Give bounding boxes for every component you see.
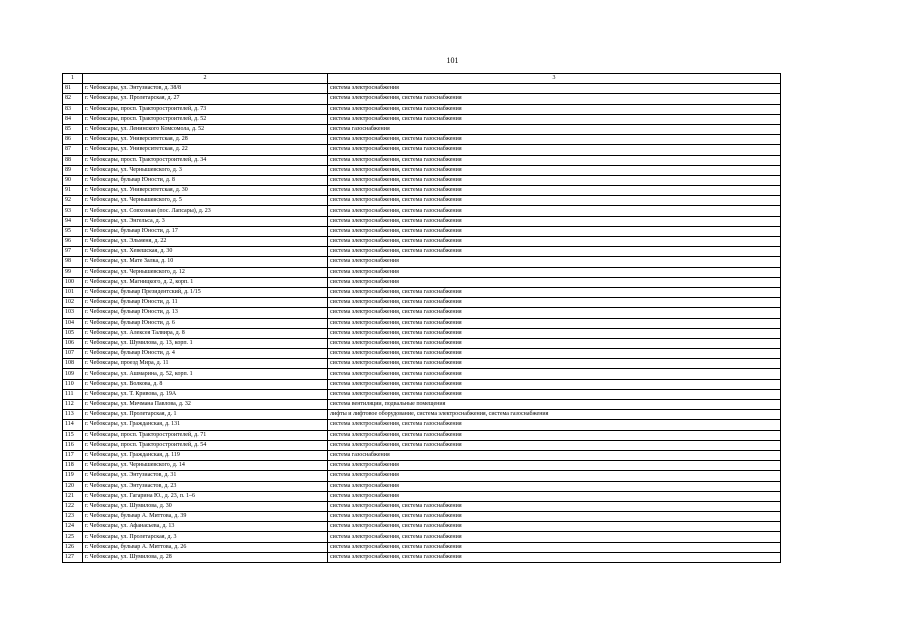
row-number: 118 xyxy=(63,461,83,471)
address-cell: г. Чебоксары, ул. Гагарина Ю., д. 23, п. 1–6 xyxy=(83,491,328,501)
row-number: 122 xyxy=(63,501,83,511)
row-number: 112 xyxy=(63,400,83,410)
address-cell: г. Чебоксары, бульвар Президентский, д. 1/15 xyxy=(83,287,328,297)
page-number: 101 xyxy=(446,56,459,65)
row-number: 120 xyxy=(63,481,83,491)
table-row xyxy=(63,104,781,114)
systems-cell: система электроснабжения, система газоснабжения xyxy=(328,338,781,348)
address-cell: г. Чебоксары, просп. Тракторостроителей, д. 52 xyxy=(83,114,328,124)
table-row xyxy=(63,450,781,460)
address-cell: г. Чебоксары, проезд Мира, д. 11 xyxy=(83,359,328,369)
row-number: 83 xyxy=(63,104,83,114)
address-cell: г. Чебоксары, ул. Магницкого, д. 2, корп. 1 xyxy=(83,277,328,287)
table-row xyxy=(63,135,781,145)
systems-cell: система газоснабжения xyxy=(328,450,781,460)
row-number: 117 xyxy=(63,450,83,460)
address-cell: г. Чебоксары, ул. Афанасьева, д. 13 xyxy=(83,522,328,532)
table-row xyxy=(63,400,781,410)
registry-table xyxy=(62,73,781,563)
table-row xyxy=(63,328,781,338)
table-row xyxy=(63,175,781,185)
systems-cell: система электроснабжения, система газоснабжения xyxy=(328,501,781,511)
row-number: 89 xyxy=(63,165,83,175)
table-row xyxy=(63,532,781,542)
address-cell: г. Чебоксары, бульвар Юности, д. 6 xyxy=(83,318,328,328)
systems-cell: система электроснабжения xyxy=(328,461,781,471)
row-number: 111 xyxy=(63,389,83,399)
address-cell: г. Чебоксары, ул. Пролетарская, д. 3 xyxy=(83,532,328,542)
row-number: 110 xyxy=(63,379,83,389)
systems-cell: система электроснабжения, система газоснабжения xyxy=(328,440,781,450)
table-row xyxy=(63,369,781,379)
table-row xyxy=(63,522,781,532)
systems-cell: система электроснабжения xyxy=(328,257,781,267)
address-cell: г. Чебоксары, ул. Университетская, д. 28 xyxy=(83,135,328,145)
systems-cell: система электроснабжения, система газоснабжения xyxy=(328,186,781,196)
table-row xyxy=(63,196,781,206)
systems-cell: система электроснабжения, система газоснабжения xyxy=(328,226,781,236)
address-cell: г. Чебоксары, просп. Тракторостроителей, д. 34 xyxy=(83,155,328,165)
table-row xyxy=(63,186,781,196)
systems-cell: система электроснабжения, система газоснабжения xyxy=(328,145,781,155)
column-header-3: 3 xyxy=(328,74,781,84)
column-header-1: 1 xyxy=(63,74,83,84)
table-row xyxy=(63,359,781,369)
address-cell: г. Чебоксары, бульвар А. Миттова, д. 39 xyxy=(83,512,328,522)
row-number: 127 xyxy=(63,552,83,562)
table-row xyxy=(63,216,781,226)
row-number: 121 xyxy=(63,491,83,501)
table-row xyxy=(63,94,781,104)
row-number: 82 xyxy=(63,94,83,104)
systems-cell: система электроснабжения, система газоснабжения xyxy=(328,114,781,124)
systems-cell: система электроснабжения, система газоснабжения xyxy=(328,308,781,318)
systems-cell: система электроснабжения xyxy=(328,491,781,501)
systems-cell: система электроснабжения xyxy=(328,267,781,277)
row-number: 114 xyxy=(63,420,83,430)
row-number: 94 xyxy=(63,216,83,226)
row-number: 101 xyxy=(63,287,83,297)
table-row xyxy=(63,481,781,491)
table-row xyxy=(63,471,781,481)
table-row xyxy=(63,379,781,389)
address-cell: г. Чебоксары, ул. Шумилова, д. 28 xyxy=(83,552,328,562)
row-number: 109 xyxy=(63,369,83,379)
table-row xyxy=(63,257,781,267)
systems-cell: система электроснабжения, система газоснабжения xyxy=(328,420,781,430)
systems-cell: система электроснабжения xyxy=(328,277,781,287)
row-number: 124 xyxy=(63,522,83,532)
address-cell: г. Чебоксары, ул. Мичмана Павлова, д. 32 xyxy=(83,400,328,410)
row-number: 90 xyxy=(63,175,83,185)
systems-cell: система электроснабжения, система газоснабжения xyxy=(328,522,781,532)
row-number: 98 xyxy=(63,257,83,267)
table-row xyxy=(63,461,781,471)
row-number: 116 xyxy=(63,440,83,450)
table-row xyxy=(63,501,781,511)
row-number: 85 xyxy=(63,124,83,134)
address-cell: г. Чебоксары, ул. Пролетарская, д. 1 xyxy=(83,410,328,420)
row-number: 103 xyxy=(63,308,83,318)
systems-cell: система электроснабжения, система газоснабжения xyxy=(328,94,781,104)
systems-cell: система электроснабжения, система газоснабжения xyxy=(328,287,781,297)
row-number: 99 xyxy=(63,267,83,277)
column-header-2: 2 xyxy=(83,74,328,84)
systems-cell: система электроснабжения, система газоснабжения xyxy=(328,155,781,165)
row-number: 96 xyxy=(63,237,83,247)
table-row xyxy=(63,410,781,420)
address-cell: г. Чебоксары, ул. Гражданская, д. 131 xyxy=(83,420,328,430)
row-number: 95 xyxy=(63,226,83,236)
address-cell: г. Чебоксары, ул. Мате Залка, д. 10 xyxy=(83,257,328,267)
table-row xyxy=(63,308,781,318)
table-row xyxy=(63,165,781,175)
row-number: 104 xyxy=(63,318,83,328)
address-cell: г. Чебоксары, просп. Тракторостроителей, д. 54 xyxy=(83,440,328,450)
table-row xyxy=(63,512,781,522)
address-cell: г. Чебоксары, ул. Шумилова, д. 30 xyxy=(83,501,328,511)
row-number: 86 xyxy=(63,135,83,145)
systems-cell: система электроснабжения, система газоснабжения xyxy=(328,349,781,359)
row-number: 100 xyxy=(63,277,83,287)
address-cell: г. Чебоксары, ул. Чернышевского, д. 12 xyxy=(83,267,328,277)
systems-cell: система электроснабжения xyxy=(328,481,781,491)
systems-cell: система электроснабжения, система газоснабжения xyxy=(328,359,781,369)
row-number: 106 xyxy=(63,338,83,348)
address-cell: г. Чебоксары, ул. Эльменя, д. 22 xyxy=(83,237,328,247)
address-cell: г. Чебоксары, ул. Гражданская, д. 119 xyxy=(83,450,328,460)
systems-cell: система электроснабжения, система газоснабжения xyxy=(328,135,781,145)
row-number: 102 xyxy=(63,298,83,308)
address-cell: г. Чебоксары, бульвар А. Миттова, д. 26 xyxy=(83,542,328,552)
address-cell: г. Чебоксары, ул. Шумилова, д. 13, корп. 1 xyxy=(83,338,328,348)
row-number: 93 xyxy=(63,206,83,216)
table-header-row xyxy=(63,74,781,84)
table-row xyxy=(63,206,781,216)
table-row xyxy=(63,124,781,134)
systems-cell: система электроснабжения, система газоснабжения xyxy=(328,206,781,216)
table-row xyxy=(63,440,781,450)
table-row xyxy=(63,338,781,348)
address-cell: г. Чебоксары, просп. Тракторостроителей, д. 71 xyxy=(83,430,328,440)
address-cell: г. Чебоксары, ул. Энтузиастов, д. 31 xyxy=(83,471,328,481)
row-number: 84 xyxy=(63,114,83,124)
systems-cell: система электроснабжения, система газоснабжения xyxy=(328,165,781,175)
systems-cell: система электроснабжения, система газоснабжения xyxy=(328,328,781,338)
systems-cell: система электроснабжения xyxy=(328,84,781,94)
table-row xyxy=(63,84,781,94)
table-row xyxy=(63,318,781,328)
row-number: 108 xyxy=(63,359,83,369)
systems-cell: система электроснабжения, система газоснабжения xyxy=(328,216,781,226)
systems-cell: система электроснабжения, система газоснабжения xyxy=(328,542,781,552)
systems-cell: система электроснабжения, система газоснабжения xyxy=(328,369,781,379)
address-cell: г. Чебоксары, ул. Чернышевского, д. 5 xyxy=(83,196,328,206)
systems-cell: система электроснабжения, система газоснабжения xyxy=(328,379,781,389)
table-row xyxy=(63,114,781,124)
address-cell: г. Чебоксары, ул. Совхозная (пос. Лапсары), д. 23 xyxy=(83,206,328,216)
table-row xyxy=(63,491,781,501)
row-number: 126 xyxy=(63,542,83,552)
address-cell: г. Чебоксары, ул. Ашмарина, д. 52, корп. 1 xyxy=(83,369,328,379)
row-number: 123 xyxy=(63,512,83,522)
address-cell: г. Чебоксары, ул. Алексея Талвира, д. 8 xyxy=(83,328,328,338)
row-number: 97 xyxy=(63,247,83,257)
row-number: 113 xyxy=(63,410,83,420)
systems-cell: система электроснабжения, система газоснабжения xyxy=(328,389,781,399)
systems-cell: система газоснабжения xyxy=(328,124,781,134)
address-cell: г. Чебоксары, ул. Университетская, д. 22 xyxy=(83,145,328,155)
address-cell: г. Чебоксары, просп. Тракторостроителей, д. 73 xyxy=(83,104,328,114)
systems-cell: лифты и лифтовое оборудование, система электроснабжения, система газоснабжения xyxy=(328,410,781,420)
address-cell: г. Чебоксары, ул. Волкова, д. 8 xyxy=(83,379,328,389)
systems-cell: система электроснабжения, система газоснабжения xyxy=(328,430,781,440)
row-number: 119 xyxy=(63,471,83,481)
table-row xyxy=(63,267,781,277)
address-cell: г. Чебоксары, ул. Т. Кривова, д. 19А xyxy=(83,389,328,399)
systems-cell: система электроснабжения, система газоснабжения xyxy=(328,298,781,308)
row-number: 115 xyxy=(63,430,83,440)
row-number: 81 xyxy=(63,84,83,94)
table-row xyxy=(63,542,781,552)
row-number: 92 xyxy=(63,196,83,206)
systems-cell: система электроснабжения, система газоснабжения xyxy=(328,175,781,185)
table-row xyxy=(63,155,781,165)
address-cell: г. Чебоксары, ул. Чернышевского, д. 3 xyxy=(83,165,328,175)
systems-cell: система электроснабжения, система газоснабжения xyxy=(328,512,781,522)
table-row xyxy=(63,237,781,247)
table-row xyxy=(63,430,781,440)
row-number: 88 xyxy=(63,155,83,165)
address-cell: г. Чебоксары, ул. Университетская, д. 30 xyxy=(83,186,328,196)
address-cell: г. Чебоксары, бульвар Юности, д. 4 xyxy=(83,349,328,359)
systems-cell: система электроснабжения, система газоснабжения xyxy=(328,104,781,114)
table-row xyxy=(63,287,781,297)
systems-cell: система электроснабжения, система газоснабжения xyxy=(328,532,781,542)
table-row xyxy=(63,247,781,257)
systems-cell: система электроснабжения, система газоснабжения xyxy=(328,237,781,247)
table-row xyxy=(63,277,781,287)
address-cell: г. Чебоксары, ул. Энгельса, д. 3 xyxy=(83,216,328,226)
address-cell: г. Чебоксары, ул. Энтузиастов, д. 23 xyxy=(83,481,328,491)
table-row xyxy=(63,298,781,308)
row-number: 91 xyxy=(63,186,83,196)
address-cell: г. Чебоксары, бульвар Юности, д. 17 xyxy=(83,226,328,236)
table-row xyxy=(63,420,781,430)
table-row xyxy=(63,552,781,562)
systems-cell: система электроснабжения, система газоснабжения xyxy=(328,552,781,562)
address-cell: г. Чебоксары, ул. Ленинского Комсомола, д. 52 xyxy=(83,124,328,134)
address-cell: г. Чебоксары, бульвар Юности, д. 8 xyxy=(83,175,328,185)
systems-cell: система электроснабжения xyxy=(328,471,781,481)
row-number: 87 xyxy=(63,145,83,155)
address-cell: г. Чебоксары, ул. Энтузиастов, д. 38/8 xyxy=(83,84,328,94)
systems-cell: система вентиляции, подвальные помещения xyxy=(328,400,781,410)
table-row xyxy=(63,349,781,359)
row-number: 125 xyxy=(63,532,83,542)
systems-cell: система электроснабжения, система газоснабжения xyxy=(328,196,781,206)
row-number: 105 xyxy=(63,328,83,338)
systems-cell: система электроснабжения, система газоснабжения xyxy=(328,318,781,328)
address-cell: г. Чебоксары, бульвар Юности, д. 11 xyxy=(83,298,328,308)
systems-cell: система электроснабжения, система газоснабжения xyxy=(328,247,781,257)
address-cell: г. Чебоксары, ул. Пролетарская, д. 27 xyxy=(83,94,328,104)
table-row xyxy=(63,145,781,155)
address-cell: г. Чебоксары, ул. Хевешская, д. 30 xyxy=(83,247,328,257)
row-number: 107 xyxy=(63,349,83,359)
table-row xyxy=(63,389,781,399)
table-row xyxy=(63,226,781,236)
address-cell: г. Чебоксары, ул. Чернышевского, д. 14 xyxy=(83,461,328,471)
address-cell: г. Чебоксары, бульвар Юности, д. 13 xyxy=(83,308,328,318)
